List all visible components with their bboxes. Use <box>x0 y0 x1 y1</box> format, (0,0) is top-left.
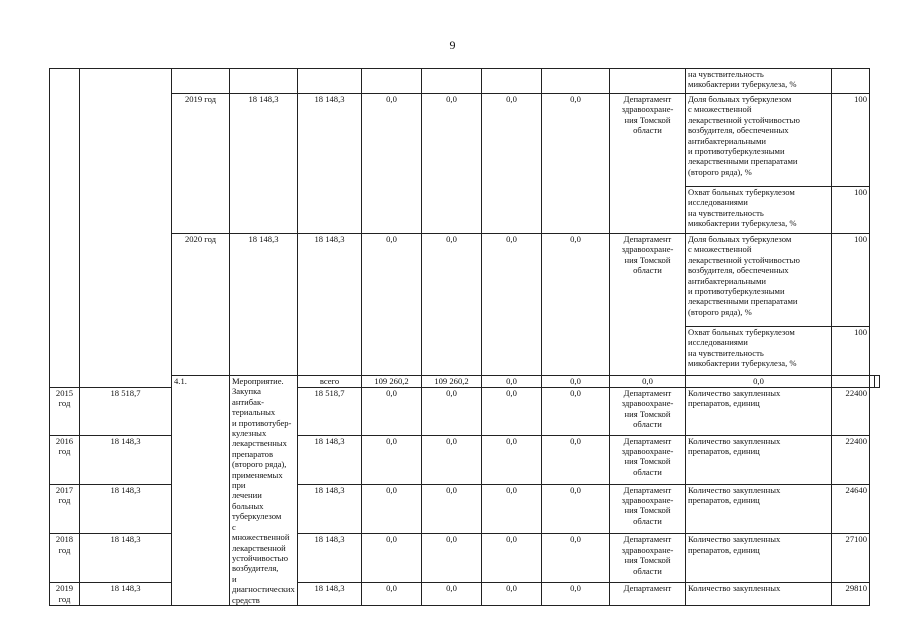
table-row <box>50 234 880 327</box>
total-cell: 18 148,3 <box>80 435 172 484</box>
department-cell: Департамент здравоохране- ния Томской области <box>610 94 686 234</box>
total-cell: 18 148,3 <box>230 94 298 234</box>
value-cell: 0,0 <box>542 435 610 484</box>
indicator-value-cell: 100 <box>832 94 870 187</box>
total-cell: 18 148,3 <box>80 484 172 534</box>
value-cell: 0,0 <box>362 387 422 435</box>
indicator-value-cell: 22400 <box>832 435 870 484</box>
value-cell: 0,0 <box>542 387 610 435</box>
value-cell: 0,0 <box>542 583 610 606</box>
value-cell: 0,0 <box>610 376 686 388</box>
value-cell: 0,0 <box>542 484 610 534</box>
department-cell: Департамент <box>610 583 686 606</box>
regional-cell: 18 148,3 <box>298 583 362 606</box>
activity-cell <box>80 69 172 388</box>
indicator-cell: Доля больных туберкулезом с множественной лекарственной устойчивостью возбудителя, обеспеченных антибактериальными и противотуберкулезными лекарственными препаратами (второго ряда), % <box>686 94 832 187</box>
year-cell: 2019 год <box>172 94 230 234</box>
indicator-value-cell: 27100 <box>832 534 870 583</box>
department-cell: Департамент здравоохране- ния Томской области <box>610 534 686 583</box>
department-cell: Департамент здравоохране- ния Томской области <box>610 387 686 435</box>
value-cell: 0,0 <box>422 435 482 484</box>
indicator-cell: Количество закупленных <box>686 583 832 606</box>
regional-cell: 109 260,2 <box>422 376 482 388</box>
value-cell: 0,0 <box>362 94 422 234</box>
value-cell: 0,0 <box>482 435 542 484</box>
year-cell: 2018 год <box>50 534 80 583</box>
table-row <box>50 69 880 94</box>
value-cell: 0,0 <box>422 387 482 435</box>
regional-cell: 18 518,7 <box>298 387 362 435</box>
activity-cell: Мероприятие. Закупка антибак- териальных и противотубер- кулезных лекарственных препаратов (второго ряда), применяемых при лечении больных туберкулезом с множественной лекарственной устойчивостью возбудителя, и диагностических средств <box>230 376 298 606</box>
value-cell: 0,0 <box>422 583 482 606</box>
indicator-value-cell: 100 <box>832 327 870 376</box>
value-cell: 0,0 <box>362 583 422 606</box>
value-cell: 0,0 <box>362 234 422 376</box>
year-cell: 2017 год <box>50 484 80 534</box>
value-cell: 0,0 <box>362 484 422 534</box>
value-cell: 0,0 <box>482 583 542 606</box>
value-cell: 0,0 <box>542 94 610 234</box>
regional-cell: 18 148,3 <box>298 234 362 376</box>
year-cell: 2016 год <box>50 435 80 484</box>
value-cell: 0,0 <box>362 534 422 583</box>
regional-cell: 18 148,3 <box>298 435 362 484</box>
value-cell: 0,0 <box>422 534 482 583</box>
value-cell: 0,0 <box>482 376 542 388</box>
table-row <box>50 376 880 388</box>
total-cell: 18 148,3 <box>230 234 298 376</box>
value-cell: 0,0 <box>542 534 610 583</box>
total-cell: 109 260,2 <box>362 376 422 388</box>
value-cell: 0,0 <box>482 94 542 234</box>
value-cell: 0,0 <box>542 376 610 388</box>
program-table <box>49 68 880 606</box>
year-cell: 2015 год <box>50 387 80 435</box>
department-cell: Департамент здравоохране- ния Томской области <box>610 435 686 484</box>
indicator-value-cell: 100 <box>832 234 870 327</box>
total-cell: 18 148,3 <box>80 583 172 606</box>
indicator-cell: Доля больных туберкулезом с множественной лекарственной устойчивостью возбудителя, обеспеченных антибактериальными и противотуберкулезными лекарственными препаратами (второго ряда), % <box>686 234 832 327</box>
indicator-cell: Охват больных туберкулезом исследованиями на чувствительность микобактерии туберкулеза, % <box>686 187 832 234</box>
indicator-cell: Количество закупленных препаратов, единиц <box>686 435 832 484</box>
indicator-cell: Количество закупленных препаратов, единиц <box>686 484 832 534</box>
indicator-cell: на чувствительность микобактерии туберкулеза, % <box>686 69 832 94</box>
department-cell: Департамент здравоохране- ния Томской области <box>610 234 686 376</box>
page-number: 9 <box>449 38 456 52</box>
regional-cell: 18 148,3 <box>298 534 362 583</box>
year-cell: всего <box>298 376 362 388</box>
value-cell: 0,0 <box>482 387 542 435</box>
number-cell <box>50 69 80 388</box>
year-cell: 2019 год <box>50 583 80 606</box>
value-cell: 0,0 <box>422 94 482 234</box>
indicator-cell: Количество закупленных препаратов, единиц <box>686 534 832 583</box>
value-cell: 0,0 <box>482 534 542 583</box>
indicator-value-cell: 29810 <box>832 583 870 606</box>
indicator-value-cell: 22400 <box>832 387 870 435</box>
value-cell: 0,0 <box>362 435 422 484</box>
department-cell: Департамент здравоохране- ния Томской области <box>610 484 686 534</box>
value-cell: 0,0 <box>482 234 542 376</box>
year-cell: 2020 год <box>172 234 230 376</box>
total-cell: 18 518,7 <box>80 387 172 435</box>
value-cell: 0,0 <box>482 484 542 534</box>
total-cell: 18 148,3 <box>80 534 172 583</box>
number-cell: 4.1. <box>172 376 230 606</box>
value-cell: 0,0 <box>422 484 482 534</box>
value-cell: 0,0 <box>686 376 832 388</box>
indicator-value-cell: 24640 <box>832 484 870 534</box>
indicator-cell: Охват больных туберкулезом исследованиями на чувствительность микобактерии туберкулеза, % <box>686 327 832 376</box>
indicator-cell: Количество закупленных препаратов, единиц <box>686 387 832 435</box>
indicator-value-cell: 100 <box>832 187 870 234</box>
regional-cell: 18 148,3 <box>298 484 362 534</box>
table-row <box>50 94 880 187</box>
value-cell: 0,0 <box>542 234 610 376</box>
regional-cell: 18 148,3 <box>298 94 362 234</box>
value-cell: 0,0 <box>422 234 482 376</box>
